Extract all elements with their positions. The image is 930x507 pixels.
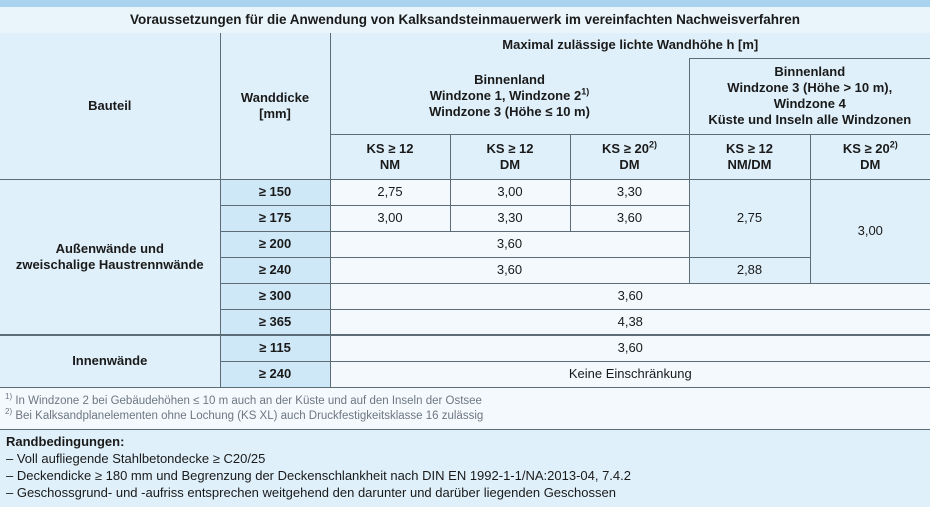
value-cell: 3,30 <box>450 205 570 231</box>
wanddicke-cell: ≥ 150 <box>220 179 330 205</box>
requirements-table <box>0 33 930 388</box>
header-wanddicke-label: Wanddicke <box>240 89 310 105</box>
header-col-ks12-nmdm: KS ≥ 12 NM/DM <box>689 134 810 179</box>
value-cell: 2,75 <box>330 179 450 205</box>
header-col-ks20-dm-2: KS ≥ $20^{2)}$ DM <box>810 134 930 179</box>
wanddicke-cell: ≥ 115 <box>220 335 330 361</box>
value-cell-merged: 3,00 <box>810 179 930 283</box>
wanddicke-cell: ≥ 300 <box>220 283 330 309</box>
table-row <box>0 335 930 361</box>
value-cell: 3,60 <box>330 335 930 361</box>
randbedingungen-box <box>0 430 930 507</box>
header-row-1 <box>0 33 930 58</box>
table-title: Voraussetzungen für die Anwendung von Kalksandsteinmauerwerk im vereinfachten Nachweisverfahren <box>0 7 930 34</box>
value-cell: 3,60 <box>330 257 689 283</box>
wanddicke-cell: ≥ 240 <box>220 361 330 387</box>
wanddicke-cell: ≥ 200 <box>220 231 330 257</box>
header-wanddicke <box>220 33 330 179</box>
value-cell: 3,30 <box>570 179 689 205</box>
value-cell: 3,00 <box>330 205 450 231</box>
value-cell: 4,38 <box>330 309 930 335</box>
wanddicke-cell: ≥ 365 <box>220 309 330 335</box>
value-cell: 3,60 <box>330 283 930 309</box>
value-cell: 3,00 <box>450 179 570 205</box>
header-bauteil: Bauteil <box>0 33 220 179</box>
header-wanddicke-unit: [mm] <box>259 105 291 121</box>
bauteil-innenwaende: Innenwände <box>0 335 220 387</box>
wanddicke-cell: ≥ 175 <box>220 205 330 231</box>
footnote-1: $^{1)}$ In Windzone 2 bei Gebäudehöhen ≤ 10 m auch an der Küste und auf den Inseln der Ostsee <box>5 392 482 407</box>
bauteil-aussenwaende: Außenwände und zweischalige Haustrennwände <box>0 179 220 335</box>
header-col-ks20-dm: KS ≥ $20^{2)}$ DM <box>570 134 689 179</box>
header-col-ks12-dm: KS ≥ 12 DM <box>450 134 570 179</box>
value-cell: 3,60 <box>570 205 689 231</box>
header-max-hoehe: Maximal zulässige lichte Wandhöhe h [m] <box>330 33 930 58</box>
footnote-2: $^{2)}$ Bei Kalksandplanelementen ohne Lochung (KS XL) auch Druckfestigkeitsklasse 16 zulässig <box>5 407 484 422</box>
top-accent-bar <box>0 0 930 7</box>
randbedingung-item: – Deckendicke ≥ 180 mm und Begrenzung der Deckenschlankheit nach DIN EN 1992-1-1/NA:2013-04, 7.4.2 <box>6 468 631 483</box>
value-cell: 3,60 <box>330 231 689 257</box>
value-cell: Keine Einschränkung <box>330 361 930 387</box>
header-group-binnenland-2: Binnenland Windzone 3 (Höhe > 10 m), Windzone 4 Küste und Inseln alle Windzonen <box>689 58 930 134</box>
randbedingung-item: – Voll aufliegende Stahlbetondecke ≥ C20/25 <box>6 451 266 466</box>
table-row <box>0 179 930 205</box>
footnotes <box>0 389 930 430</box>
header-col-ks12-nm: KS ≥ 12 NM <box>330 134 450 179</box>
value-cell-merged: 2,75 <box>689 179 810 257</box>
value-cell: 2,88 <box>689 257 810 283</box>
randbedingungen-heading: Randbedingungen: <box>6 434 125 449</box>
wanddicke-cell: ≥ 240 <box>220 257 330 283</box>
header-group-binnenland-1: Binnenland Windzone 1, Windzone 2$^{1)}$ Windzone 3 (Höhe ≤ 10 m) <box>330 58 689 134</box>
randbedingung-item: – Geschossgrund- und -aufriss entsprechen weitgehend den darunter und darüber liegenden Geschossen <box>6 485 616 500</box>
